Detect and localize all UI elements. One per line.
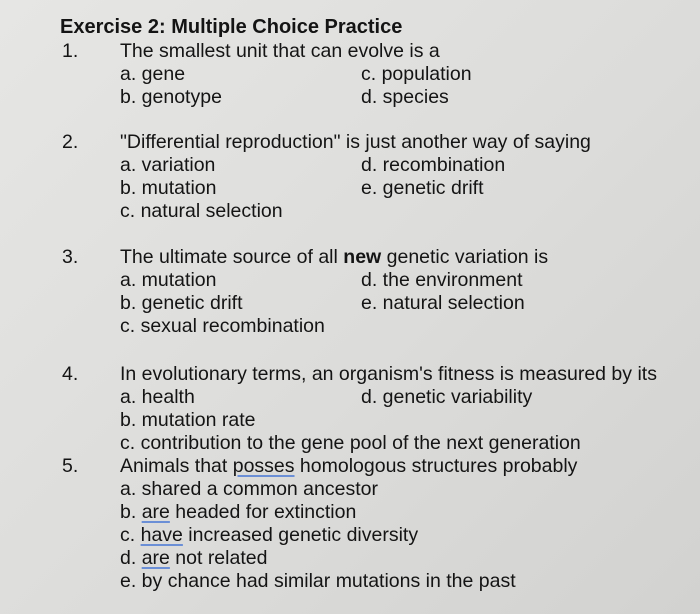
question-1-prompt: The smallest unit that can evolve is a	[120, 40, 440, 62]
question-2-option-b: b. mutation	[120, 177, 217, 199]
question-4-option-b: b. mutation rate	[120, 409, 256, 431]
question-5-number: 5.	[62, 455, 79, 477]
question-3-option-d: d. the environment	[361, 269, 523, 291]
question-5-option-b	[120, 501, 356, 524]
question-4-number: 4.	[62, 363, 79, 385]
question-2-number: 2.	[62, 131, 79, 153]
question-5-option-c	[120, 524, 418, 547]
question-3-prompt-end: genetic variation is	[381, 246, 549, 268]
question-5-spellcheck-word: posses	[232, 455, 295, 477]
question-5-option-b-underlined: are	[141, 501, 170, 523]
question-5-option-b-prefix: b.	[120, 501, 142, 523]
question-3-option-a: a. mutation	[120, 269, 217, 291]
question-1-option-b: b. genotype	[120, 86, 222, 108]
question-5-prompt-end: homologous structures probably	[294, 455, 578, 477]
question-2-option-c: c. natural selection	[120, 200, 283, 222]
question-2-prompt: "Differential reproduction" is just another way of saying	[120, 131, 591, 153]
question-1-option-d: d. species	[361, 86, 449, 108]
question-2-option-e: e. genetic drift	[361, 177, 484, 199]
question-3-option-b: b. genetic drift	[120, 292, 243, 314]
question-2-option-a: a. variation	[120, 154, 216, 176]
question-5-option-c-underlined: have	[140, 524, 183, 546]
question-5-option-c-rest: increased genetic diversity	[182, 524, 419, 546]
question-3-prompt-emphasis: new	[343, 246, 382, 268]
question-4-option-d: d. genetic variability	[361, 386, 533, 408]
question-2-option-d: d. recombination	[361, 154, 506, 176]
question-5-option-b-rest: headed for extinction	[169, 501, 357, 523]
question-5-option-e: e. by chance had similar mutations in the past	[120, 570, 516, 592]
question-1-number: 1.	[62, 40, 79, 62]
question-5-option-d-underlined: are	[141, 547, 170, 569]
question-1-option-a: a. gene	[120, 63, 186, 85]
question-5-prompt	[120, 455, 577, 478]
question-4-option-a: a. health	[120, 386, 195, 408]
question-5-option-d	[120, 547, 267, 570]
question-5-option-d-rest: not related	[169, 547, 268, 569]
question-5-prompt-start: Animals that	[120, 455, 233, 477]
question-3-number: 3.	[62, 246, 79, 268]
question-3-option-c: c. sexual recombination	[120, 315, 325, 337]
question-5-option-d-prefix: d.	[120, 547, 142, 569]
question-3-option-e: e. natural selection	[361, 292, 525, 314]
question-5-option-a: a. shared a common ancestor	[120, 478, 378, 500]
question-4-option-c: c. contribution to the gene pool of the next generation	[120, 432, 581, 454]
question-4-prompt: In evolutionary terms, an organism's fitness is measured by its	[120, 363, 657, 385]
question-3-prompt-start: The ultimate source of all	[120, 246, 344, 268]
question-1-option-c: c. population	[361, 63, 472, 85]
question-5-option-c-prefix: c.	[120, 524, 141, 546]
question-3-prompt	[120, 246, 548, 269]
page-title: Exercise 2: Multiple Choice Practice	[60, 16, 403, 38]
